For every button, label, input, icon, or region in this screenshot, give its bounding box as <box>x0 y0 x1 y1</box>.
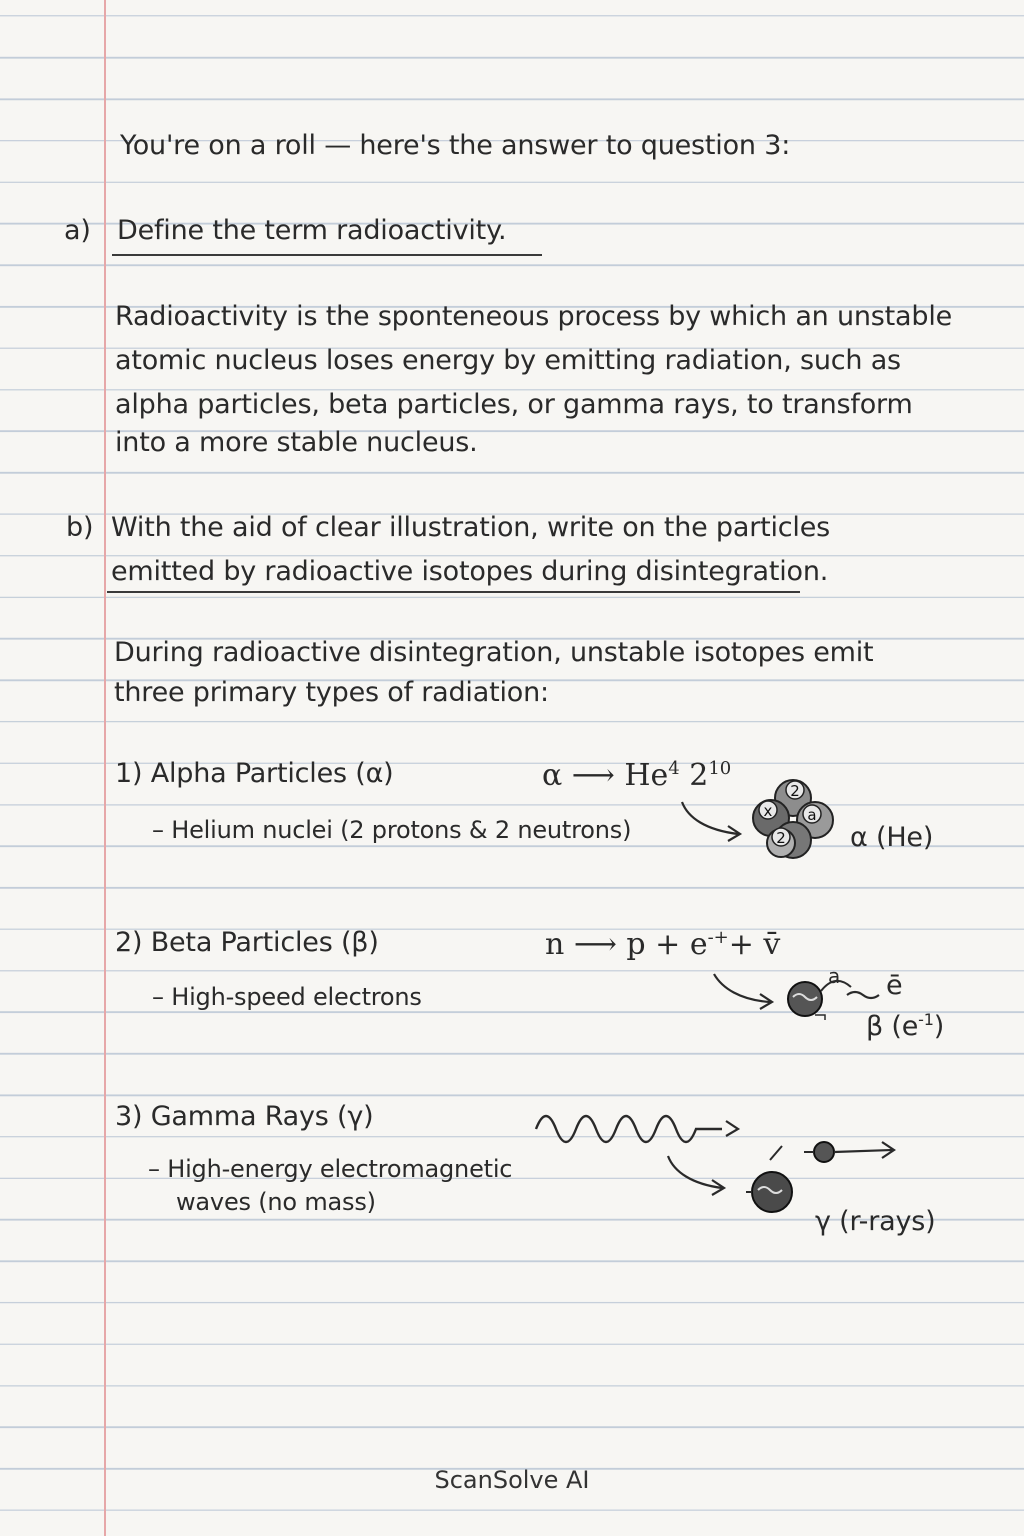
part-a-underline <box>112 254 542 256</box>
alpha-equation: α ⟶ He$^4$ $2^{10}$ <box>542 758 732 793</box>
part-b-question-line: With the aid of clear illustration, write on the particles <box>111 512 831 543</box>
gamma-wave <box>532 1103 752 1153</box>
part-a-answer-line: into a more stable nucleus. <box>115 427 478 458</box>
part-a-marker: a) <box>64 215 91 246</box>
part-b-marker: b) <box>66 512 94 543</box>
part-b-question-line: emitted by radioactive isotopes during disintegration. <box>111 556 829 587</box>
alpha-nucleon-label: x <box>763 802 773 820</box>
part-a-answer-line: alpha particles, beta particles, or gamma rays, to transform <box>115 389 913 420</box>
alpha-nucleon-label: a <box>807 806 817 824</box>
alpha-nucleon-label: 2 <box>790 782 800 800</box>
part-b-answer-line: During radioactive disintegration, unstable isotopes emit <box>114 637 874 668</box>
part-a-answer-line: atomic nucleus loses energy by emitting radiation, such as <box>115 345 901 376</box>
part-a-answer-line: Radioactivity is the sponteneous process by which an unstable <box>115 301 953 332</box>
beta-emitted-electron: ē <box>886 970 903 1001</box>
beta-emission-symbol: a <box>828 964 841 988</box>
part-b-answer-line: three primary types of radiation: <box>114 677 549 708</box>
footer-brand: ScanSolve AI <box>434 1466 590 1494</box>
alpha-nucleon-label: 2 <box>776 829 786 847</box>
beta-arrow <box>708 968 788 1018</box>
beta-title: 2) Beta Particles (β) <box>115 927 379 958</box>
part-a-question: Define the term radioactivity. <box>117 215 507 246</box>
beta-equation: n ⟶ p + e-++ v̄ <box>545 927 781 962</box>
alpha-description: – Helium nuclei (2 protons & 2 neutrons) <box>152 816 632 844</box>
gamma-label: γ (r-rays) <box>815 1206 936 1237</box>
gamma-arrow <box>662 1152 742 1202</box>
alpha-nucleus-illustration <box>745 768 855 868</box>
part-b-underline <box>107 591 800 593</box>
margin-line <box>104 0 106 1536</box>
alpha-arrow <box>676 796 756 846</box>
beta-description: – High-speed electrons <box>152 983 422 1011</box>
alpha-title: 1) Alpha Particles (α) <box>115 758 394 789</box>
gamma-description-line: – High-energy electromagnetic <box>148 1155 513 1183</box>
intro-text: You're on a roll — here's the answer to question 3: <box>120 130 791 161</box>
gamma-description-line: waves (no mass) <box>176 1188 376 1216</box>
gamma-title: 3) Gamma Rays (γ) <box>115 1101 374 1132</box>
alpha-label: α (He) <box>850 822 934 853</box>
beta-label: β $(e^{-1})$ <box>866 1010 945 1042</box>
